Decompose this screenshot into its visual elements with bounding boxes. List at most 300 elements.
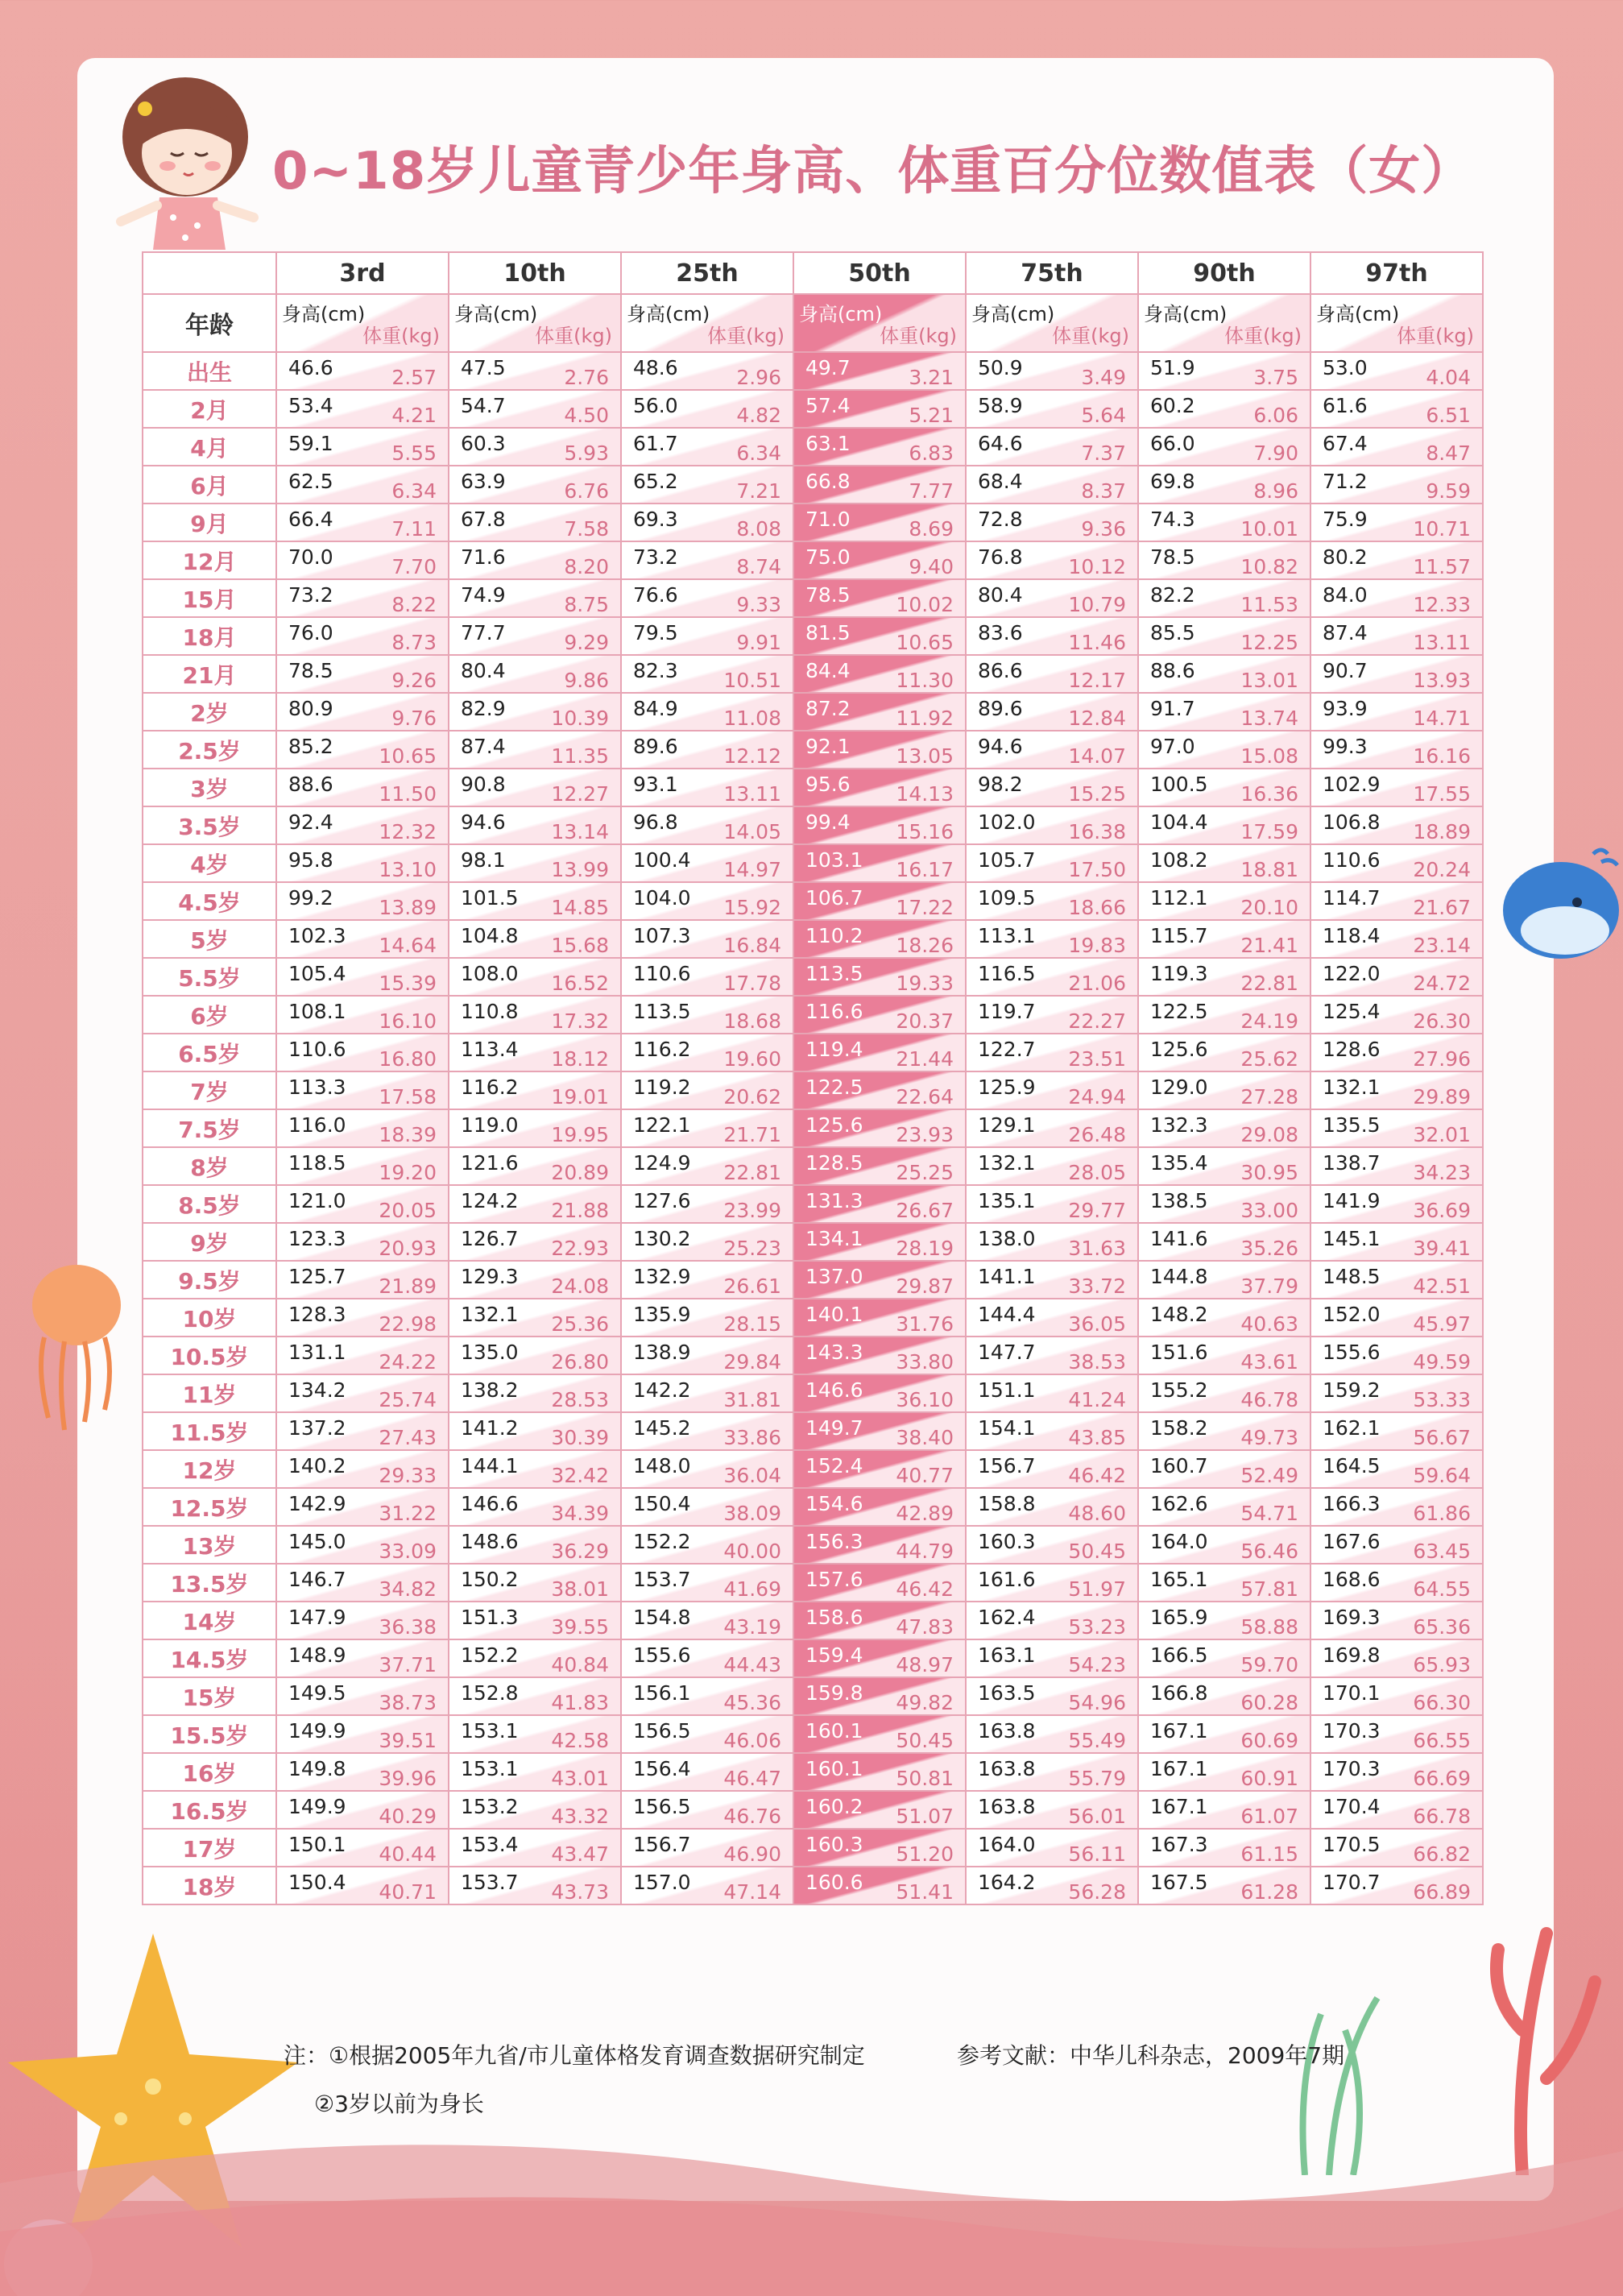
- weight-value: 10.39: [551, 707, 609, 730]
- weight-value: 46.47: [723, 1767, 781, 1790]
- height-value: 148.0: [633, 1454, 691, 1477]
- height-unit-label: 身高(cm): [454, 303, 538, 325]
- height-value: 134.2: [288, 1378, 346, 1402]
- value-cell: [449, 655, 621, 693]
- age-cell: 11.5岁: [143, 1412, 276, 1450]
- height-value: 102.0: [978, 810, 1036, 834]
- weight-value: 30.39: [551, 1426, 609, 1449]
- weight-value: 22.27: [1068, 1009, 1126, 1033]
- weight-value: 23.99: [723, 1199, 781, 1222]
- value-cell: [793, 1071, 966, 1109]
- weight-value: 16.10: [379, 1009, 437, 1033]
- weight-value: 40.84: [551, 1653, 609, 1676]
- value-cell: [1138, 1034, 1310, 1071]
- age-cell: 7.5岁: [143, 1109, 276, 1147]
- height-value: 74.9: [461, 583, 506, 607]
- weight-value: 10.02: [896, 593, 954, 616]
- value-cell: [793, 996, 966, 1034]
- value-cell: [1138, 1299, 1310, 1337]
- height-value: 126.7: [461, 1227, 519, 1250]
- value-cell: [793, 504, 966, 541]
- weight-value: 8.74: [736, 555, 781, 578]
- value-cell: [449, 1715, 621, 1753]
- weight-value: 19.60: [723, 1047, 781, 1071]
- weight-value: 34.23: [1413, 1161, 1471, 1184]
- height-value: 83.6: [978, 621, 1023, 644]
- weight-value: 15.16: [896, 820, 954, 843]
- value-cell: [621, 1261, 793, 1299]
- height-value: 122.5: [805, 1075, 863, 1099]
- height-value: 108.2: [1150, 848, 1208, 872]
- height-value: 162.6: [1150, 1492, 1208, 1515]
- weight-value: 47.83: [896, 1615, 954, 1639]
- weight-value: 33.86: [723, 1426, 781, 1449]
- percentile-header: 50th: [793, 252, 966, 294]
- height-value: 63.9: [461, 470, 506, 493]
- value-cell: [793, 1791, 966, 1829]
- weight-value: 48.60: [1068, 1502, 1126, 1525]
- weight-value: 17.59: [1240, 820, 1298, 843]
- weight-value: 66.78: [1413, 1805, 1471, 1828]
- weight-value: 56.01: [1068, 1805, 1126, 1828]
- value-cell: [966, 541, 1138, 579]
- weight-value: 56.11: [1068, 1842, 1126, 1866]
- value-cell: [966, 1602, 1138, 1639]
- weight-value: 43.85: [1068, 1426, 1126, 1449]
- value-cell: [1138, 466, 1310, 504]
- weight-value: 10.82: [1240, 555, 1298, 578]
- value-cell: [276, 731, 449, 769]
- height-value: 116.6: [805, 1000, 863, 1023]
- value-cell: [1138, 390, 1310, 428]
- height-value: 66.0: [1150, 432, 1195, 455]
- height-value: 58.9: [978, 394, 1023, 417]
- height-value: 47.5: [461, 356, 506, 379]
- weight-value: 43.19: [723, 1615, 781, 1639]
- height-value: 80.4: [461, 659, 506, 682]
- height-value: 69.3: [633, 508, 678, 531]
- height-value: 78.5: [288, 659, 333, 682]
- value-cell: [966, 1374, 1138, 1412]
- height-value: 165.9: [1150, 1606, 1208, 1629]
- value-cell: [1138, 1715, 1310, 1753]
- height-value: 160.2: [805, 1795, 863, 1818]
- value-cell: [621, 920, 793, 958]
- height-value: 155.6: [633, 1643, 691, 1667]
- unit-header-cell: [449, 294, 621, 352]
- height-value: 167.3: [1150, 1833, 1208, 1856]
- value-cell: [966, 352, 1138, 390]
- table-row: [143, 1185, 1483, 1223]
- height-value: 53.4: [288, 394, 333, 417]
- height-value: 104.4: [1150, 810, 1208, 834]
- weight-value: 20.05: [379, 1199, 437, 1222]
- height-value: 170.4: [1323, 1795, 1381, 1818]
- value-cell: [793, 1564, 966, 1602]
- weight-value: 61.15: [1240, 1842, 1298, 1866]
- height-value: 57.4: [805, 394, 851, 417]
- height-value: 159.2: [1323, 1378, 1381, 1402]
- value-cell: [276, 541, 449, 579]
- weight-value: 42.89: [896, 1502, 954, 1525]
- height-value: 101.5: [461, 886, 519, 910]
- weight-value: 16.38: [1068, 820, 1126, 843]
- height-value: 135.1: [978, 1189, 1036, 1212]
- value-cell: [449, 617, 621, 655]
- height-value: 114.7: [1323, 886, 1381, 910]
- weight-value: 33.00: [1240, 1199, 1298, 1222]
- value-cell: [966, 1337, 1138, 1374]
- value-cell: [1138, 1109, 1310, 1147]
- value-cell: [793, 769, 966, 806]
- value-cell: [1138, 428, 1310, 466]
- height-value: 104.8: [461, 924, 519, 947]
- value-cell: [1138, 958, 1310, 996]
- height-value: 144.4: [978, 1303, 1036, 1326]
- weight-value: 27.43: [379, 1426, 437, 1449]
- weight-value: 11.30: [896, 669, 954, 692]
- value-cell: [1138, 1753, 1310, 1791]
- weight-value: 11.92: [896, 707, 954, 730]
- value-cell: [449, 1677, 621, 1715]
- height-value: 85.2: [288, 735, 333, 758]
- height-value: 116.2: [633, 1038, 691, 1061]
- weight-value: 9.36: [1081, 517, 1126, 541]
- value-cell: [793, 1753, 966, 1791]
- value-cell: [1310, 1677, 1483, 1715]
- height-value: 135.4: [1150, 1151, 1208, 1175]
- value-cell: [621, 1753, 793, 1791]
- weight-value: 18.81: [1240, 858, 1298, 881]
- weight-unit-label: 体重(kg): [1052, 325, 1129, 347]
- weight-value: 18.39: [379, 1123, 437, 1146]
- height-value: 80.2: [1323, 545, 1368, 569]
- value-cell: [1138, 579, 1310, 617]
- value-cell: [449, 1223, 621, 1261]
- table-row: [143, 1602, 1483, 1639]
- weight-value: 12.12: [723, 744, 781, 768]
- jellyfish-illustration: [0, 1249, 137, 1434]
- height-value: 132.1: [461, 1303, 519, 1326]
- height-value: 80.9: [288, 697, 333, 720]
- value-cell: [276, 352, 449, 390]
- value-cell: [449, 1109, 621, 1147]
- weight-value: 56.46: [1240, 1540, 1298, 1563]
- value-cell: [1310, 1450, 1483, 1488]
- weight-value: 31.63: [1068, 1237, 1126, 1260]
- value-cell: [276, 1261, 449, 1299]
- height-value: 167.1: [1150, 1795, 1208, 1818]
- weight-value: 38.09: [723, 1502, 781, 1525]
- weight-value: 24.19: [1240, 1009, 1298, 1033]
- height-value: 105.4: [288, 962, 346, 985]
- weight-value: 9.76: [391, 707, 437, 730]
- height-value: 61.6: [1323, 394, 1368, 417]
- height-value: 96.8: [633, 810, 678, 834]
- height-value: 158.8: [978, 1492, 1036, 1515]
- weight-value: 11.08: [723, 707, 781, 730]
- height-value: 62.5: [288, 470, 333, 493]
- unit-header-cell: [1138, 294, 1310, 352]
- weight-value: 15.68: [551, 934, 609, 957]
- height-value: 88.6: [288, 773, 333, 796]
- height-value: 128.5: [805, 1151, 863, 1175]
- value-cell: [1310, 579, 1483, 617]
- height-value: 141.9: [1323, 1189, 1381, 1212]
- weight-unit-label: 体重(kg): [880, 325, 957, 347]
- age-cell: 9.5岁: [143, 1261, 276, 1299]
- value-cell: [793, 806, 966, 844]
- value-cell: [1310, 1374, 1483, 1412]
- weight-value: 4.04: [1426, 366, 1471, 389]
- table-row: [143, 1753, 1483, 1791]
- value-cell: [621, 1715, 793, 1753]
- weight-value: 59.70: [1240, 1653, 1298, 1676]
- value-cell: [276, 1753, 449, 1791]
- weight-value: 14.07: [1068, 744, 1126, 768]
- height-value: 140.2: [288, 1454, 346, 1477]
- height-value: 92.1: [805, 735, 851, 758]
- height-value: 119.2: [633, 1075, 691, 1099]
- age-cell: 2月: [143, 390, 276, 428]
- height-value: 86.6: [978, 659, 1023, 682]
- weight-value: 29.87: [896, 1274, 954, 1298]
- weight-value: 27.28: [1240, 1085, 1298, 1109]
- height-value: 155.2: [1150, 1378, 1208, 1402]
- value-cell: [276, 1109, 449, 1147]
- weight-value: 46.06: [723, 1729, 781, 1752]
- weight-value: 22.81: [1240, 972, 1298, 995]
- girl-illustration: [97, 64, 274, 250]
- value-cell: [966, 390, 1138, 428]
- value-cell: [276, 1564, 449, 1602]
- value-cell: [621, 693, 793, 731]
- height-value: 78.5: [805, 583, 851, 607]
- value-cell: [449, 1791, 621, 1829]
- weight-value: 20.24: [1413, 858, 1471, 881]
- height-value: 77.7: [461, 621, 506, 644]
- height-value: 131.1: [288, 1341, 346, 1364]
- weight-value: 31.81: [723, 1388, 781, 1411]
- height-value: 151.6: [1150, 1341, 1208, 1364]
- value-cell: [793, 1488, 966, 1526]
- weight-value: 16.16: [1413, 744, 1471, 768]
- weight-value: 45.36: [723, 1691, 781, 1714]
- value-cell: [276, 1791, 449, 1829]
- value-cell: [793, 352, 966, 390]
- weight-value: 9.91: [736, 631, 781, 654]
- value-cell: [966, 1715, 1138, 1753]
- value-cell: [449, 1374, 621, 1412]
- weight-value: 8.08: [736, 517, 781, 541]
- height-value: 68.4: [978, 470, 1023, 493]
- height-value: 129.1: [978, 1113, 1036, 1137]
- weight-value: 24.08: [551, 1274, 609, 1298]
- height-value: 132.3: [1150, 1113, 1208, 1137]
- height-unit-label: 身高(cm): [799, 303, 883, 325]
- height-value: 100.5: [1150, 773, 1208, 796]
- height-value: 87.4: [1323, 621, 1368, 644]
- value-cell: [621, 1412, 793, 1450]
- height-value: 154.1: [978, 1416, 1036, 1440]
- value-cell: [1310, 1488, 1483, 1526]
- age-cell: 14.5岁: [143, 1639, 276, 1677]
- height-value: 132.1: [978, 1151, 1036, 1175]
- weight-value: 13.99: [551, 858, 609, 881]
- weight-value: 37.71: [379, 1653, 437, 1676]
- height-value: 71.0: [805, 508, 851, 531]
- value-cell: [449, 1034, 621, 1071]
- percentile-header: 90th: [1138, 252, 1310, 294]
- table-row: [143, 1639, 1483, 1677]
- weight-value: 33.80: [896, 1350, 954, 1374]
- weight-value: 21.88: [551, 1199, 609, 1222]
- height-value: 165.1: [1150, 1568, 1208, 1591]
- weight-value: 20.89: [551, 1161, 609, 1184]
- value-cell: [966, 1829, 1138, 1867]
- value-cell: [966, 1223, 1138, 1261]
- value-cell: [1310, 1261, 1483, 1299]
- value-cell: [621, 1337, 793, 1374]
- weight-value: 60.69: [1240, 1729, 1298, 1752]
- weight-value: 6.51: [1426, 404, 1471, 427]
- weight-value: 13.74: [1240, 707, 1298, 730]
- value-cell: [449, 1829, 621, 1867]
- value-cell: [966, 920, 1138, 958]
- age-cell: 11岁: [143, 1374, 276, 1412]
- weight-value: 13.10: [379, 858, 437, 881]
- weight-unit-label: 体重(kg): [1397, 325, 1474, 347]
- age-cell: 21月: [143, 655, 276, 693]
- growth-table: [142, 251, 1484, 1905]
- weight-value: 9.86: [564, 669, 609, 692]
- height-value: 156.5: [633, 1795, 691, 1818]
- weight-value: 33.09: [379, 1540, 437, 1563]
- weight-value: 18.68: [723, 1009, 781, 1033]
- height-value: 79.5: [633, 621, 678, 644]
- value-cell: [449, 1147, 621, 1185]
- weight-value: 16.80: [379, 1047, 437, 1071]
- height-value: 113.1: [978, 924, 1036, 947]
- value-cell: [966, 1677, 1138, 1715]
- weight-value: 51.20: [896, 1842, 954, 1866]
- weight-value: 7.90: [1253, 441, 1298, 465]
- weight-value: 4.50: [564, 404, 609, 427]
- weight-value: 48.97: [896, 1653, 954, 1676]
- value-cell: [1310, 1071, 1483, 1109]
- height-unit-label: 身高(cm): [1316, 303, 1400, 325]
- height-value: 148.6: [461, 1530, 519, 1553]
- height-value: 84.9: [633, 697, 678, 720]
- value-cell: [621, 579, 793, 617]
- weight-value: 7.11: [391, 517, 437, 541]
- weight-value: 18.66: [1068, 896, 1126, 919]
- weight-value: 36.04: [723, 1464, 781, 1487]
- page-title: 0~18岁儿童青少年身高、体重百分位数值表（女）: [272, 142, 1474, 201]
- value-cell: [276, 1374, 449, 1412]
- height-value: 73.2: [288, 583, 333, 607]
- weight-value: 3.49: [1081, 366, 1126, 389]
- height-value: 118.4: [1323, 924, 1381, 947]
- height-value: 141.2: [461, 1416, 519, 1440]
- value-cell: [1310, 1412, 1483, 1450]
- height-value: 93.1: [633, 773, 678, 796]
- value-cell: [966, 1639, 1138, 1677]
- age-cell: 13岁: [143, 1526, 276, 1564]
- height-value: 170.5: [1323, 1833, 1381, 1856]
- value-cell: [1138, 655, 1310, 693]
- weight-value: 49.82: [896, 1691, 954, 1714]
- height-value: 153.1: [461, 1719, 519, 1743]
- weight-value: 13.89: [379, 896, 437, 919]
- weight-value: 11.53: [1240, 593, 1298, 616]
- table-row: [143, 1791, 1483, 1829]
- weight-value: 13.11: [723, 782, 781, 806]
- weight-value: 45.97: [1413, 1312, 1471, 1336]
- weight-value: 50.45: [1068, 1540, 1126, 1563]
- height-value: 146.6: [805, 1378, 863, 1402]
- height-value: 138.7: [1323, 1151, 1381, 1175]
- value-cell: [793, 1374, 966, 1412]
- value-cell: [1138, 541, 1310, 579]
- height-value: 156.3: [805, 1530, 863, 1553]
- value-cell: [1138, 769, 1310, 806]
- value-cell: [621, 1374, 793, 1412]
- height-value: 106.7: [805, 886, 863, 910]
- reference-note: 参考文献：中华儿科杂志，2009年7期: [957, 2042, 1345, 2069]
- weight-value: 66.30: [1413, 1691, 1471, 1714]
- age-cell: 12岁: [143, 1450, 276, 1488]
- value-cell: [1138, 731, 1310, 769]
- weight-value: 40.63: [1240, 1312, 1298, 1336]
- weight-value: 57.81: [1240, 1577, 1298, 1601]
- height-value: 80.4: [978, 583, 1023, 607]
- value-cell: [276, 617, 449, 655]
- weight-value: 14.64: [379, 934, 437, 957]
- value-cell: [793, 1185, 966, 1223]
- value-cell: [276, 1185, 449, 1223]
- age-cell: 4月: [143, 428, 276, 466]
- value-cell: [793, 1526, 966, 1564]
- value-cell: [966, 579, 1138, 617]
- value-cell: [276, 1677, 449, 1715]
- value-cell: [621, 541, 793, 579]
- age-cell: 5岁: [143, 920, 276, 958]
- height-value: 125.7: [288, 1265, 346, 1288]
- value-cell: [1310, 1639, 1483, 1677]
- height-value: 149.7: [805, 1416, 863, 1440]
- weight-value: 40.71: [379, 1880, 437, 1904]
- value-cell: [793, 1450, 966, 1488]
- table-row: [143, 731, 1483, 769]
- weight-value: 5.64: [1081, 404, 1126, 427]
- value-cell: [621, 1450, 793, 1488]
- value-cell: [621, 844, 793, 882]
- height-value: 123.3: [288, 1227, 346, 1250]
- height-value: 144.1: [461, 1454, 519, 1477]
- value-cell: [621, 731, 793, 769]
- height-value: 122.0: [1323, 962, 1381, 985]
- weight-value: 2.57: [391, 366, 437, 389]
- weight-value: 36.05: [1068, 1312, 1126, 1336]
- weight-value: 7.21: [736, 479, 781, 503]
- height-value: 76.6: [633, 583, 678, 607]
- height-value: 84.4: [805, 659, 851, 682]
- value-cell: [1138, 1223, 1310, 1261]
- value-cell: [621, 958, 793, 996]
- weight-value: 40.44: [379, 1842, 437, 1866]
- height-value: 110.2: [805, 924, 863, 947]
